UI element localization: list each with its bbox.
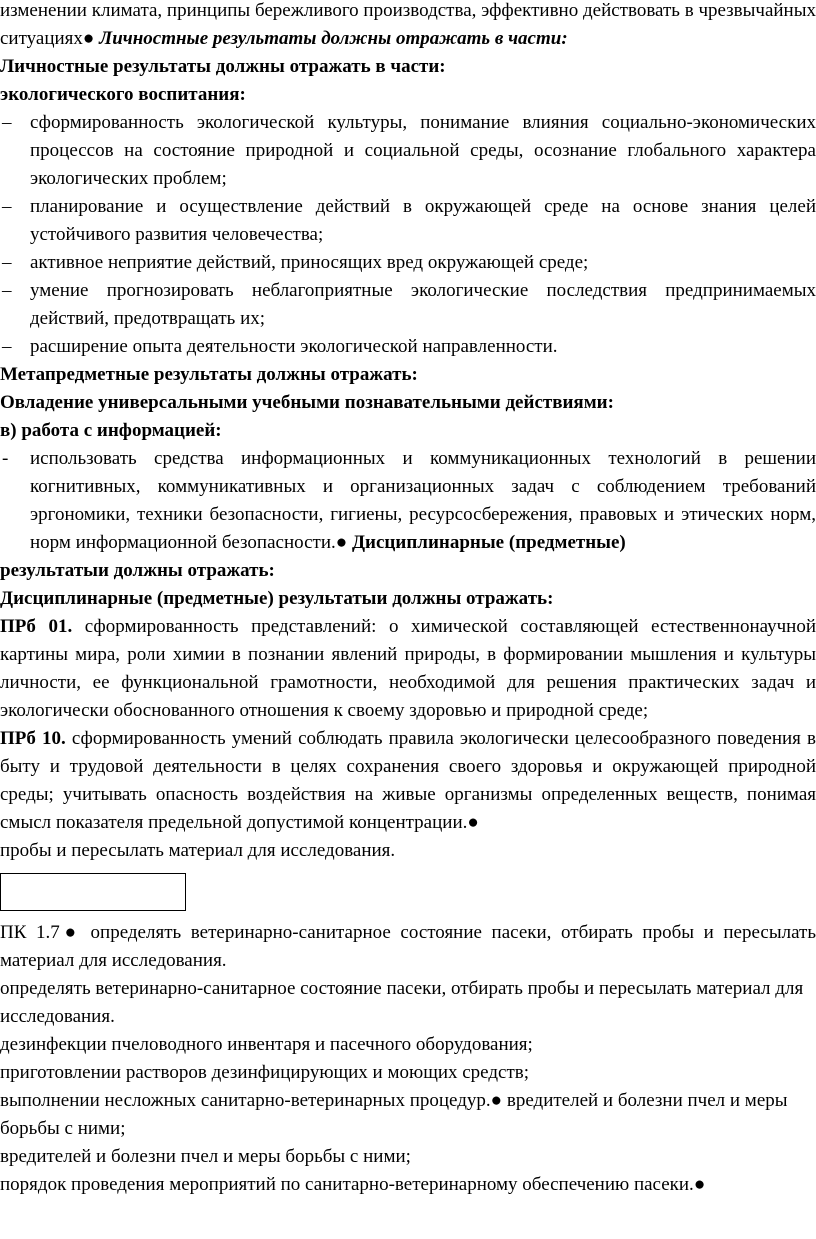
ecological-list [0, 109, 816, 361]
bullet-icon: ● [59, 922, 81, 943]
cognitive-actions-heading: Овладение универсальными учебными познавательными действиями: [0, 392, 614, 413]
disciplinary-heading-inline: Дисциплинарные (предметные) [347, 532, 626, 553]
personal-results-heading-inline: Личностные результаты должны отражать в части: [94, 28, 568, 49]
bullet-icon: ● [467, 812, 479, 833]
disciplinary-results-heading: Дисциплинарные (предметные) результатыи должны отражать: [0, 588, 554, 609]
prb-10-label: ПРб 10. [0, 728, 66, 749]
bullet-icon: ● [693, 1174, 706, 1195]
procedures-paragraph: выполнении несложных санитарно-ветеринарных процедур.● вредителей и болезни пчел и меры борьбы с ними; [0, 1090, 788, 1139]
list-item: – планирование и осуществление действий в окружающей среде на основе знания целей устойчивого развития человечества; [0, 193, 816, 249]
bullet-icon: ● [490, 1090, 503, 1111]
dash-marker: – [2, 252, 12, 273]
pk-17-paragraph: ПК 1.7● определять ветеринарно-санитарное состояние пасеки, отбирать пробы и пересылать материал для исследования. [0, 922, 816, 971]
list-item-ict: - использовать средства информационных и коммуникационных технологий в решении когнитивных, коммуникативных и организационных задач с соблюдением требований эргономики, техники безопасности, гигиены, ресурсосбережения, правовых и этических норм, норм информационной безопасности.● Дисциплинарные (предметные) [0, 445, 816, 557]
meta-results-heading: Метапредметные результаты должны отражать: [0, 364, 418, 385]
personal-results-heading: Личностные результаты должны отражать в части: [0, 56, 446, 77]
pests-paragraph: вредителей и болезни пчел и меры борьбы с ними; [0, 1146, 411, 1167]
list-item: – расширение опыта деятельности экологической направленности. [0, 333, 816, 361]
information-work-heading: в) работа с информацией: [0, 420, 222, 441]
bullet-icon: ● [82, 28, 95, 49]
dash-marker: – [2, 112, 12, 133]
paragraph-intro: изменении климата, принципы бережливого производства, эффективно действовать в чрезвычайных ситуациях● Личностные результаты должны отражать в части: [0, 0, 816, 49]
list-item: – активное неприятие действий, приносящих вред окружающей среде; [0, 249, 816, 277]
dash-marker: - [2, 448, 9, 469]
samples-paragraph: пробы и пересылать материал для исследования. [0, 840, 396, 861]
prb-10-paragraph: ПРб 10. сформированность умений соблюдать правила экологически целесообразного поведения в быту и трудовой деятельности в целях сохранения своего здоровья и окружающей природной среды; учитывать опасность воздействия на живые организмы определенных веществ, понимая смысл показателя предельной допустимой концентрации.● [0, 728, 816, 833]
measures-paragraph: порядок проведения мероприятий по санитарно-ветеринарному обеспечению пасеки.● [0, 1174, 706, 1195]
prb-01-label: ПРб 01. [0, 616, 73, 637]
list-item: – сформированность экологической культуры, понимание влияния социально-экономических процессов на состояние природной и социальной среды, осознание глобального характера экологических проблем; [0, 109, 816, 193]
disciplinary-heading-continuation: результатыи должны отражать: [0, 560, 275, 581]
pk-17-label: ПК 1.7 [0, 922, 60, 943]
dash-marker: – [2, 196, 12, 217]
disinfection-paragraph: дезинфекции пчеловодного инвентаря и пасечного оборудования; [0, 1034, 533, 1055]
list-item: – умение прогнозировать неблагоприятные экологические последствия предпринимаемых действий, предотвращать их; [0, 277, 816, 333]
dash-marker: – [2, 336, 12, 357]
solutions-paragraph: приготовлении растворов дезинфицирующих и моющих средств; [0, 1062, 530, 1083]
bullet-icon: ● [335, 532, 348, 553]
dash-marker: – [2, 280, 12, 301]
empty-table-cell [0, 873, 186, 911]
vet-state-paragraph: определять ветеринарно-санитарное состояние пасеки, отбирать пробы и пересылать материал для исследования. [0, 978, 804, 1027]
prb-01-paragraph: ПРб 01. сформированность представлений: о химической составляющей естественнонаучной картины мира, роли химии в познании явлений природы, в формировании мышления и культуры личности, ее функциональной грамотности, необходимой для решения практических задач и экологически обоснованного отношения к своему здоровью и природной среде; [0, 616, 816, 721]
ecological-education-heading: экологического воспитания: [0, 84, 246, 105]
